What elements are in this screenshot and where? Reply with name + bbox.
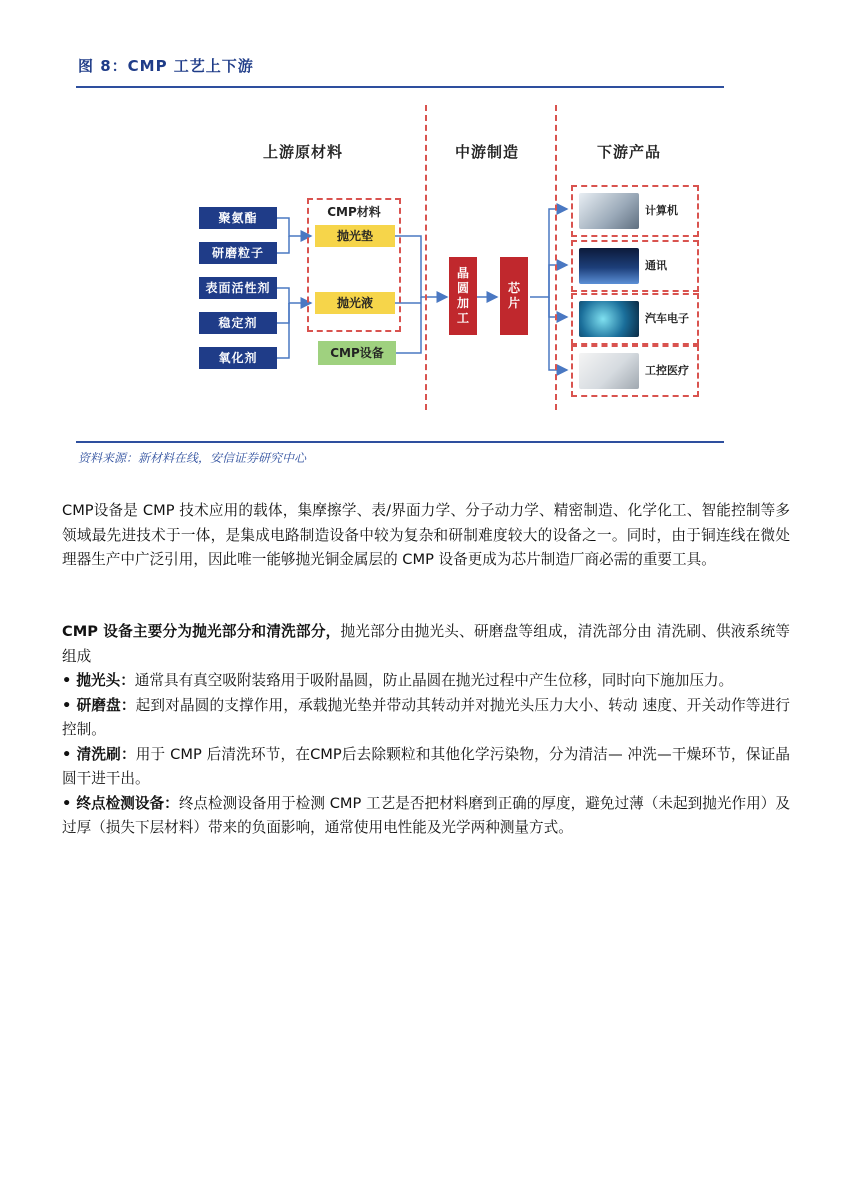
product-automotive-electronics: 汽车电子 [571,293,699,345]
polishing-fluid: 抛光液 [315,292,395,314]
figure-title: 图 8：CMP 工艺上下游 [78,57,254,75]
material-polyurethane: 聚氨酯 [199,207,277,229]
cmp-supply-chain-diagram [185,105,715,415]
material-abrasive-particles: 研磨粒子 [199,242,277,264]
material-stabilizer: 稳定剂 [199,312,277,334]
product-computer: 计算机 [571,185,699,237]
polishing-pad: 抛光垫 [315,225,395,247]
bullet-polishing-head: • 抛光头：通常具有真空吸附装臵用于吸附晶圆，防止晶圆在抛光过程中产生位移，同时向下施加压力。 [62,672,734,689]
equipment-intro-rest: 抛光部分由抛光头、研磨盘等组成，清洗部分由 清洗刷、供液系统等组成 [62,623,790,665]
bullet-grinding-disc: • 研磨盘：起到对晶圆的支撑作用，承载抛光垫并带动其转动并对抛光头压力大小、转动 速度、开关动作等进行控制。 [62,696,790,738]
figure-top-rule [76,86,724,88]
equipment-intro [62,620,790,669]
material-surfactant: 表面活性剂 [199,277,277,299]
body-paragraph-1: CMP设备是 CMP 技术应用的载体，集摩擦学、表/界面力学、分子动力学、精密制造、化学化工、智能控制等多领域最先进技术于一体，是集成电路制造设备中较为复杂和研制难度较大的设备之一。同时，由于铜连线在微处理器生产中广泛引用，因此唯一能够抛光铜金属层的 CMP 设备更成为芯片制造厂商必需的重要工具。 [62,502,790,568]
product-communication: 通讯 [571,240,699,292]
chip: 芯 片 [500,257,528,335]
upstream-divider [425,105,427,410]
figure-source: 资料来源：新材料在线，安信证券研究中心 [78,451,307,465]
satellite-photo-icon [579,248,639,284]
bullet-cleaning-brush: • 清洗刷：用于 CMP 后清洗环节，在CMP后去除颗粒和其他化学污染物，分为清洁— 冲洗—干燥环节，保证晶圆干进干出。 [62,745,790,787]
wafer-processing: 晶 圆 加 工 [449,257,477,335]
downstream-title: 下游产品 [597,143,662,161]
cmp-material-label: CMP材料 [327,205,381,219]
body-paragraph-2 [62,620,790,841]
lab-photo-icon [579,353,639,389]
laptop-photo-icon [579,193,639,229]
upstream-title: 上游原材料 [263,143,344,161]
figure-bottom-rule [76,441,724,443]
bullet-endpoint-detection: • 终点检测设备：终点检测设备用于检测 CMP 工艺是否把材料磨到正确的厚度，避免过薄（未起到抛光作用）及过厚（损失下层材料）带来的负面影响，通常使用电性能及光学两种测量方式。 [62,794,790,836]
product-industrial-medical: 工控医疗 [571,345,699,397]
robot-hand-photo-icon [579,301,639,337]
downstream-divider [555,105,557,410]
midstream-title: 中游制造 [455,143,520,161]
material-oxidizer: 氧化剂 [199,347,277,369]
equipment-intro-bold: CMP 设备主要分为抛光部分和清洗部分， [62,623,341,640]
cmp-equipment: CMP设备 [318,341,396,365]
